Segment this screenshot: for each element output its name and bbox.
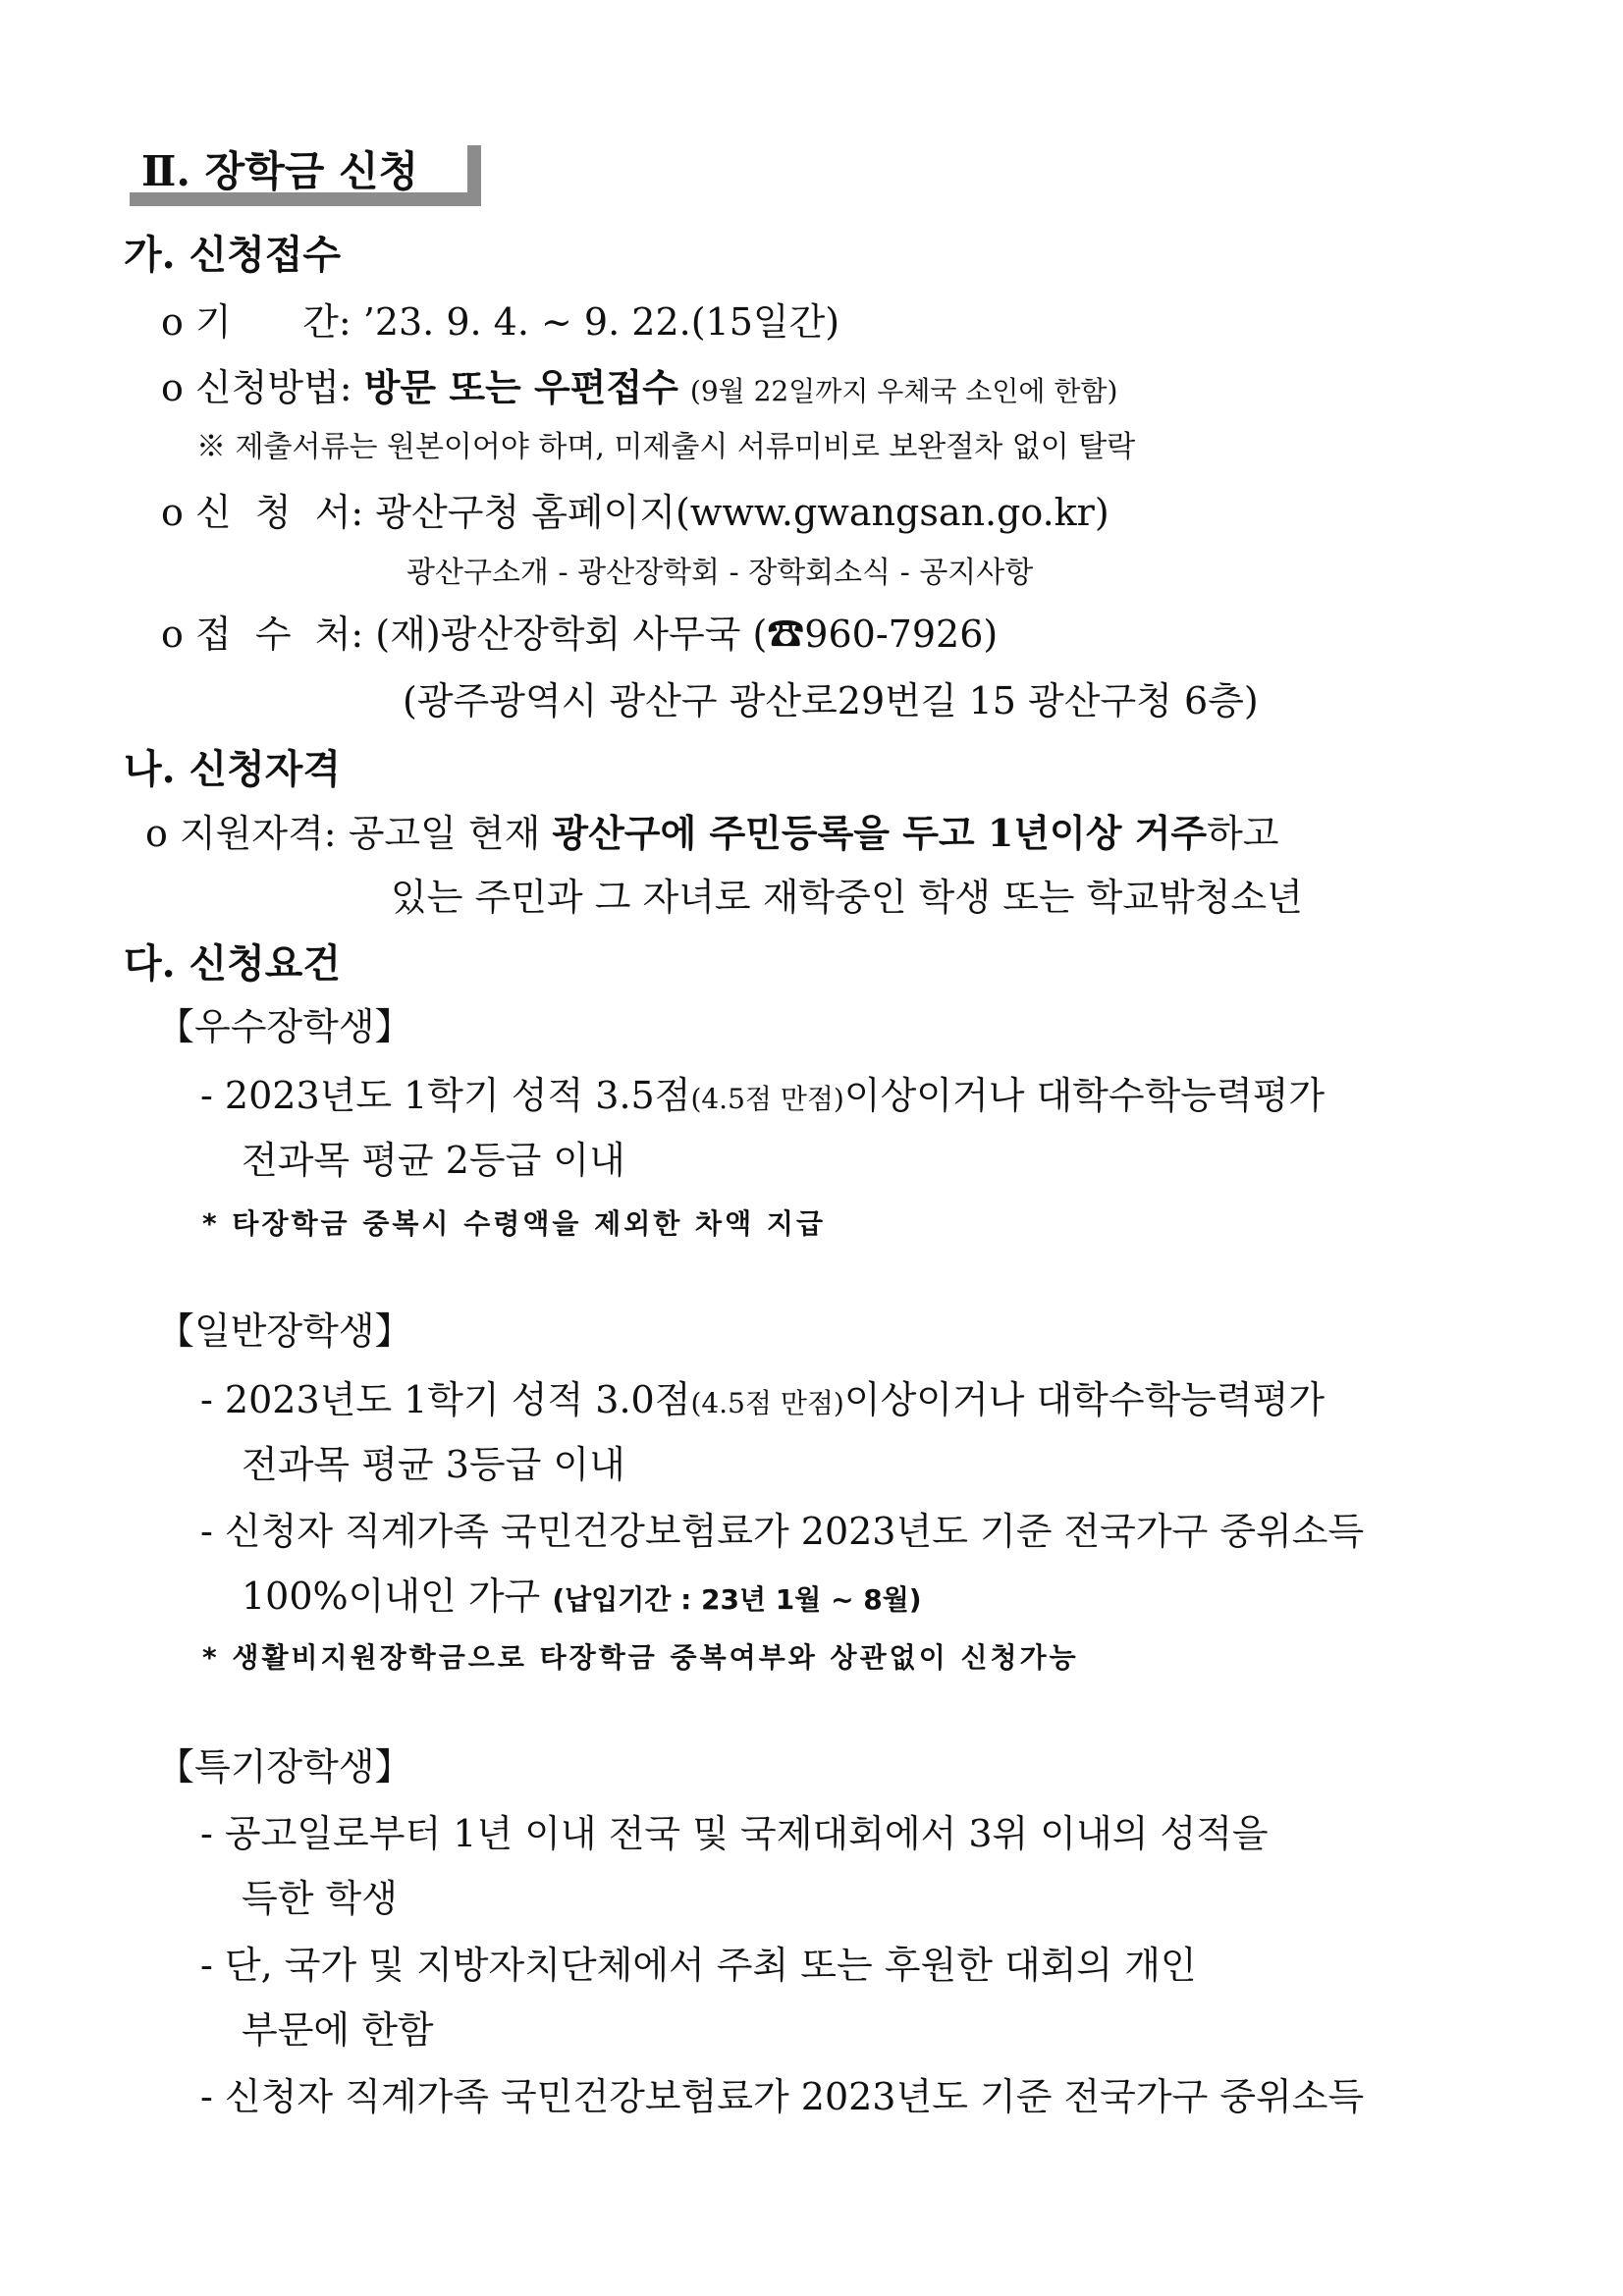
excellent-title: 【우수장학생】 <box>157 1005 412 1048</box>
period-value: ’23. 9. 4. ~ 9. 22.(15일간) <box>362 300 840 344</box>
method-note: (9월 22일까지 우체국 소인에 한함) <box>689 375 1118 407</box>
period-row <box>161 300 839 346</box>
qualification-pre: 공고일 현재 <box>348 812 553 855</box>
form-path: 광산구소개 - 광산장학회 - 장학회소식 - 공지사항 <box>406 556 1034 590</box>
method-warning: ※ 제출서류는 원본이어야 하며, 미제출시 서류미비로 보완절차 없이 탈락 <box>196 430 1136 464</box>
excellent-note: * 타장학금 중복시 수령액을 제외한 차액 지급 <box>202 1207 826 1240</box>
form-value: 광산구청 홈페이지(www.gwangsan.go.kr) <box>375 491 1109 534</box>
general-item2: - 신청자 직계가족 국민건강보험료가 2023년도 기준 전국가구 중위소득 <box>200 1510 1365 1553</box>
office-value: (재)광산장학회 사무국 (☎960-7926) <box>375 613 999 656</box>
special-item1-cont: 득한 학생 <box>242 1877 398 1920</box>
office-address: (광주광역시 광산구 광산로29번길 15 광산구청 6층) <box>403 679 1259 722</box>
special-item2: - 단, 국가 및 지방자치단체에서 주최 또는 후원한 대회의 개인 <box>200 1944 1197 1987</box>
general-item1-pre: - 2023년도 1학기 성적 3.0점 <box>200 1378 691 1421</box>
heading-na: 나. 신청자격 <box>124 746 342 792</box>
general-title: 【일반장학생】 <box>157 1309 412 1353</box>
method-value: 방문 또는 우편접수 <box>363 365 678 409</box>
qualification-label: o 지원자격: <box>145 812 337 855</box>
special-item3: - 신청자 직계가족 국민건강보험료가 2023년도 기준 전국가구 중위소득 <box>200 2075 1365 2118</box>
general-item1-post: 이상이거나 대학수학능력평가 <box>843 1378 1325 1421</box>
form-label: o 신 청 서: <box>161 491 364 534</box>
general-item1 <box>200 1378 1325 1423</box>
office-label: o 접 수 처: <box>161 613 364 656</box>
excellent-item1-cont: 전과목 평균 2등급 이내 <box>242 1139 625 1182</box>
form-row <box>161 491 1109 536</box>
period-label: o 기 간: <box>161 300 352 344</box>
general-item1-small: (4.5점 만점) <box>690 1387 844 1419</box>
qualification-bold: 광산구에 주민등록을 두고 1년이상 거주 <box>552 811 1208 855</box>
qualification-row <box>145 811 1279 857</box>
excellent-item1-pre: - 2023년도 1학기 성적 3.5점 <box>200 1074 691 1117</box>
special-item1: - 공고일로부터 1년 이내 전국 및 국제대회에서 3위 이내의 성적을 <box>200 1812 1269 1855</box>
general-note: * 생활비지원장학금으로 타장학금 중복여부와 상관없이 신청가능 <box>202 1641 1079 1674</box>
general-item1-cont: 전과목 평균 3등급 이내 <box>242 1443 625 1486</box>
heading-ga: 가. 신청접수 <box>124 232 342 278</box>
office-row <box>161 613 998 658</box>
heading-da: 다. 신청요건 <box>124 940 342 987</box>
qualification-line2: 있는 주민과 그 자녀로 재학중인 학생 또는 학교밖청소년 <box>391 876 1303 919</box>
special-item2-cont: 부문에 한함 <box>242 2008 434 2052</box>
method-row <box>161 365 1117 411</box>
method-label: o 신청방법: <box>161 366 352 409</box>
general-item2-cont <box>242 1575 922 1620</box>
excellent-item1-small: (4.5점 만점) <box>690 1083 844 1115</box>
section-title: Ⅱ. 장학금 신청 <box>141 147 419 195</box>
excellent-item1-post: 이상이거나 대학수학능력평가 <box>843 1074 1325 1117</box>
special-title: 【특기장학생】 <box>157 1745 412 1789</box>
qualification-post: 하고 <box>1207 812 1279 855</box>
general-item2-cont-pre: 100%이내인 가구 <box>242 1575 553 1618</box>
general-item2-cont-small: (납입기간 : 23년 1월 ~ 8월) <box>552 1583 922 1616</box>
excellent-item1 <box>200 1074 1325 1119</box>
